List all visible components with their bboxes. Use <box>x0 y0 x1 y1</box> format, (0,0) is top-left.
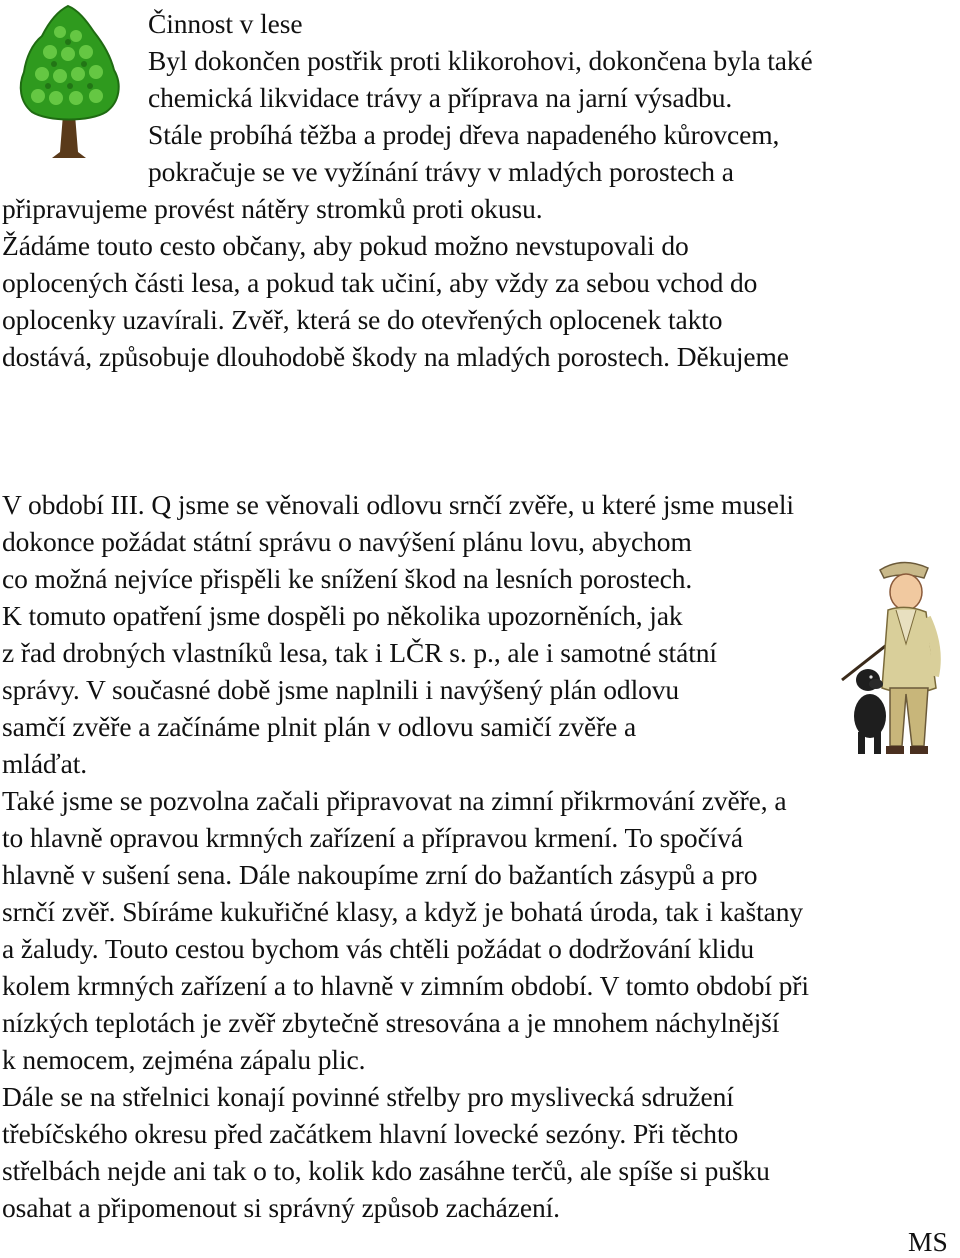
text-line: kolem krmných zařízení a to hlavně v zimním období. V tomto období při <box>2 970 809 1001</box>
text-line: dostává, způsobuje dlouhodobě škody na mladých porostech. Děkujeme <box>2 341 789 372</box>
text-line: Stále probíhá těžba a prodej dřeva napadeného kůrovcem, <box>148 119 780 150</box>
section-title: Činnost v lese <box>148 8 303 39</box>
signature: MS <box>908 1226 948 1257</box>
text-line: K tomuto opatření jsme dospěli po několika upozorněních, jak <box>2 600 683 631</box>
hunter-with-dog-illustration <box>840 548 958 763</box>
text-line: a žaludy. Touto cestou bychom vás chtěli požádat o dodržování klidu <box>2 933 755 964</box>
text-line: dokonce požádat státní správu o navýšení plánu lovu, abychom <box>2 526 692 557</box>
text-line: osahat a připomenout si správný způsob zacházení. <box>2 1192 560 1223</box>
text-line: hlavně v sušení sena. Dále nakoupíme zrní do bažantích zásypů a pro <box>2 859 758 890</box>
text-line: samčí zvěře a začínáme plnit plán v odlovu samičí zvěře a <box>2 711 637 742</box>
dog-icon <box>854 669 886 754</box>
text-line: oplocených části lesa, a pokud tak učiní, aby vždy za sebou vchod do <box>2 267 758 298</box>
text-line: střelbách nejde ani tak o to, kolik kdo zasáhne terčů, ale spíše si pušku <box>2 1155 770 1186</box>
text-line: co možná nejvíce přispěli ke snížení škod na lesních porostech. <box>2 563 693 594</box>
text-line: Byl dokončen postřik proti klikorohovi, dokončena byla také <box>148 45 813 76</box>
text-line: to hlavně opravou krmných zařízení a přípravou krmení. To spočívá <box>2 822 743 853</box>
text-line: V období III. Q jsme se věnovali odlovu srnčí zvěře, u které jsme museli <box>2 489 794 520</box>
tree-icon <box>21 6 119 158</box>
text-line: pokračuje se ve vyžínání trávy v mladých porostech a <box>148 156 734 187</box>
text-line: mláďat. <box>2 748 88 779</box>
text-line: připravujeme provést nátěry stromků proti okusu. <box>2 193 543 224</box>
text-line: třebíčského okresu před začátkem hlavní lovecké sezóny. Při těchto <box>2 1118 739 1149</box>
text-line: k nemocem, zejména zápalu plic. <box>2 1044 366 1075</box>
tree-illustration <box>4 2 134 162</box>
text-line: chemická likvidace trávy a příprava na jarní výsadbu. <box>148 82 733 113</box>
text-line: správy. V současné době jsme naplnili i navýšený plán odlovu <box>2 674 680 705</box>
text-line: Také jsme se pozvolna začali připravovat na zimní přikrmování zvěře, a <box>2 785 787 816</box>
text-line: Žádáme touto cesto občany, aby pokud možno nevstupovali do <box>2 230 689 261</box>
text-line: Dále se na střelnici konají povinné střelby pro myslivecká sdružení <box>2 1081 734 1112</box>
text-line: oplocenky uzavírali. Zvěř, která se do otevřených oplocenek takto <box>2 304 723 335</box>
text-line: nízkých teplotách je zvěř zbytečně stresována a je mnohem náchylnější <box>2 1007 780 1038</box>
text-line: z řad drobných vlastníků lesa, tak i LČR s. p., ale i samotné státní <box>2 637 717 668</box>
text-line: srnčí zvěř. Sbíráme kukuřičné klasy, a když je bohatá úroda, tak i kaštany <box>2 896 804 927</box>
